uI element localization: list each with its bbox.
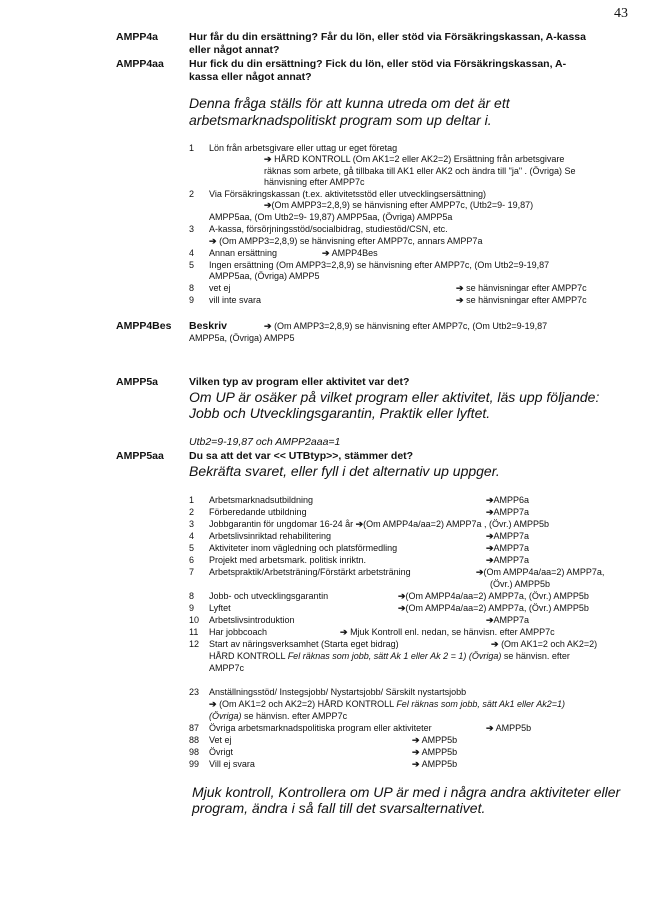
beskriv-label: Beskriv: [189, 320, 227, 332]
option-target: (Övr.) AMPP5b: [490, 579, 551, 589]
target-text: AMPP5b: [421, 735, 458, 745]
option-note: AMPP7c: [209, 663, 245, 673]
note-text-italic: Fel räknas som jobb, sätt Ak 1 eller Ak 2 = 1) (Övriga): [287, 651, 502, 661]
option-label: vet ej: [209, 283, 231, 293]
option-number: 3: [189, 224, 195, 234]
option-label: AMPP5aa, (Övriga) AMPP5: [209, 271, 320, 281]
note-text: HÅRD KONTROLL: [209, 651, 288, 661]
question-ampp4aa-line1: Hur fick du din ersättning? Fick du lön, eller stöd via Försäkringskassan, A-: [189, 58, 567, 70]
target-text: (Om AMPP4a/aa=2) AMPP7a,: [483, 567, 605, 577]
option-number: 11: [189, 627, 199, 637]
arrow-icon: ➔: [412, 759, 420, 769]
option-target: [486, 555, 529, 567]
option-target: [322, 248, 378, 260]
option-number: 9: [189, 603, 195, 613]
option-target: [486, 723, 531, 735]
option-note: räknas som arbete, gå tillbaka till AK1 eller AK2 och ändra till "ja" . (Övriga) Se: [264, 166, 576, 176]
arrow-icon: ➔: [486, 507, 494, 517]
arrow-icon: ➔: [209, 236, 217, 246]
option-label: Projekt med arbetsmark. politisk inriktn.: [209, 555, 367, 565]
option-label: Lön från arbetsgivare eller uttag ur eget företag: [209, 143, 398, 153]
target-text: (Om AMPP4a/aa=2) AMPP7a , (Övr.) AMPP5b: [363, 519, 549, 529]
arrow-icon: ➔: [486, 555, 494, 565]
variable-code-ampp5aa: AMPP5aa: [116, 450, 164, 462]
option-target: [486, 495, 529, 507]
option-note: [209, 651, 570, 663]
note-text: (Om AMPP3=2,8,9) se hänvisning efter AMPP7c, annars AMPP7a: [219, 236, 483, 246]
arrow-icon: ➔: [340, 627, 348, 637]
option-number: 6: [189, 555, 195, 565]
option-label: A-kassa, försörjningsstöd/socialbidrag, studiestöd/CSN, etc.: [209, 224, 448, 234]
arrow-icon: ➔: [412, 735, 420, 745]
target-text: AMPP7a: [493, 531, 530, 541]
target-text: se hänvisningar efter AMPP7c: [466, 283, 587, 293]
option-number: 8: [189, 283, 195, 293]
option-number: 23: [189, 687, 200, 697]
option-number: 9: [189, 295, 195, 305]
condition-ampp5aa: Utb2=9-19,87 och AMPP2aaa=1: [189, 436, 341, 448]
option-label: Vet ej: [209, 735, 232, 745]
arrow-icon: ➔: [264, 154, 272, 164]
arrow-icon: ➔: [398, 603, 406, 613]
option-number: 2: [189, 507, 195, 517]
option-label: Förberedande utbildning: [209, 507, 307, 517]
note-text-italic: Fel räknas som jobb, sätt Ak1 eller Ak2=1): [396, 699, 565, 709]
option-number: 98: [189, 747, 200, 757]
option-label: Via Försäkringskassan (t.ex. aktivitetsstöd eller utvecklingsersättning): [209, 189, 486, 199]
arrow-icon: ➔: [486, 531, 494, 541]
option-number: 10: [189, 615, 200, 625]
option-number: 3: [189, 519, 195, 529]
option-target: [456, 295, 587, 307]
option-target: [476, 567, 604, 579]
note-text: se hänvisn. efter AMPP7c: [241, 711, 348, 721]
option-label: Start av näringsverksamhet (Starta eget bidrag): [209, 639, 399, 649]
target-text: AMPP6a: [493, 495, 530, 505]
arrow-icon: ➔: [491, 639, 499, 649]
option-label: Övriga arbetsmarknadspolitiska program eller aktiviteter: [209, 723, 432, 733]
option-number: 4: [189, 531, 195, 541]
option-target: [398, 591, 589, 603]
target-text: AMPP7a: [493, 615, 530, 625]
option-number: 5: [189, 543, 195, 553]
arrow-icon: ➔: [476, 567, 484, 577]
question-ampp5aa: Du sa att det var << UTBtyp>>, stämmer det?: [189, 450, 414, 462]
option-label: Vill ej svara: [209, 759, 255, 769]
instruction-line1: Denna fråga ställs för att kunna utreda om det är ett: [189, 95, 510, 111]
soft-control-line2: program, ändra i så fall till det svarsalternativet.: [192, 800, 486, 816]
soft-control-line1: Mjuk kontroll, Kontrollera om UP är med i några andra aktiviteter eller: [192, 784, 621, 800]
arrow-icon: ➔: [209, 699, 217, 709]
target-text: AMPP7a: [493, 555, 530, 565]
target-text: AMPP5b: [421, 747, 458, 757]
option-number: 1: [189, 143, 195, 153]
target-text: (Om AMPP4a/aa=2) AMPP7a, (Övr.) AMPP5b: [405, 591, 589, 601]
option-target: [412, 759, 457, 771]
arrow-icon: ➔: [486, 543, 494, 553]
instruction-ampp5aa: Bekräfta svaret, eller fyll i det alternativ up uppger.: [189, 463, 500, 479]
variable-code-ampp4aa: AMPP4aa: [116, 58, 164, 70]
target-text: AMPP7a: [493, 507, 530, 517]
beskriv-note: [264, 321, 547, 333]
option-number: 5: [189, 260, 195, 270]
variable-code-ampp5a: AMPP5a: [116, 376, 159, 388]
option-label: Jobb- och utvecklingsgarantin: [209, 591, 329, 601]
option-note: [264, 200, 533, 212]
arrow-icon: ➔: [456, 295, 464, 305]
option-number: 87: [189, 723, 200, 733]
option-target: [398, 603, 589, 615]
arrow-icon: ➔: [264, 321, 272, 331]
option-note: [209, 236, 482, 248]
arrow-icon: ➔: [486, 615, 494, 625]
note-text: se hänvisn. efter: [501, 651, 570, 661]
beskriv-note: AMPP5a, (Övriga) AMPP5: [189, 333, 295, 343]
option-label: Lyftet: [209, 603, 231, 613]
option-number: 1: [189, 495, 195, 505]
arrow-icon: ➔: [322, 248, 330, 258]
option-target: [486, 531, 529, 543]
target-text: (Om AMPP4a/aa=2) AMPP7a, (Övr.) AMPP5b: [405, 603, 589, 613]
instruction-line2: arbetsmarknadspolitiskt program som up deltar i.: [189, 112, 492, 128]
target-text: se hänvisningar efter AMPP7c: [466, 295, 587, 305]
option-note: [264, 154, 564, 166]
page-number: 43: [614, 6, 628, 21]
note-text-italic: (Övriga): [209, 711, 242, 721]
option-target: [340, 627, 555, 639]
instruction-ampp5a-line1: Om UP är osäker på vilket program eller aktivitet, läs upp följande:: [189, 389, 600, 405]
option-label: Ingen ersättning (Om AMPP3=2,8,9) se hänvisning efter AMPP7c, (Om Utb2=9-19,87: [209, 260, 550, 270]
question-ampp4a-line2: eller något annat?: [189, 44, 280, 56]
option-label: Arbetsmarknadsutbildning: [209, 495, 314, 505]
target-text: Mjuk Kontroll enl. nedan, se hänvisn. efter AMPP7c: [350, 627, 555, 637]
option-target: [486, 543, 529, 555]
option-number: 7: [189, 567, 195, 577]
question-ampp4a-line1: Hur får du din ersättning? Får du lön, eller stöd via Försäkringskassan, A-kassa: [189, 31, 586, 43]
option-label: [209, 519, 549, 531]
target-text: AMPP4Bes: [331, 248, 378, 258]
option-target: [491, 639, 597, 651]
option-label: Arbetslivsintroduktion: [209, 615, 295, 625]
note-text: (Om AMPP3=2,8,9) se hänvisning efter AMPP7c, (Utb2=9- 19,87): [271, 200, 534, 210]
arrow-icon: ➔: [456, 283, 464, 293]
arrow-icon: ➔: [355, 519, 364, 529]
variable-code-ampp4a: AMPP4a: [116, 31, 159, 43]
option-label: Har jobbcoach: [209, 627, 268, 637]
target-text: AMPP5b: [495, 723, 532, 733]
target-text: AMPP7a: [493, 543, 530, 553]
variable-code-ampp4bes: AMPP4Bes: [116, 320, 172, 332]
question-ampp4aa-line2: kassa eller något annat?: [189, 71, 312, 83]
option-label: Annan ersättning: [209, 248, 278, 258]
target-text: (Om AK1=2 och AK2=2): [501, 639, 598, 649]
option-number: 4: [189, 248, 195, 258]
question-ampp5a: Vilken typ av program eller aktivitet var det?: [189, 376, 410, 388]
arrow-icon: ➔: [486, 723, 494, 733]
option-label: Övrigt: [209, 747, 234, 757]
option-note: [209, 699, 565, 711]
arrow-icon: ➔: [264, 200, 272, 210]
option-note: [209, 711, 347, 723]
instruction-ampp5a-line2: Jobb och Utvecklingsgarantin, Praktik eller lyftet.: [189, 405, 491, 421]
note-text: HÅRD KONTROLL (Om AK1=2 eller AK2=2) Ersättning från arbetsgivare: [274, 154, 565, 164]
option-number: 88: [189, 735, 200, 745]
option-number: 12: [189, 639, 200, 649]
option-target: [486, 507, 529, 519]
option-label: Anställningsstöd/ Instegsjobb/ Nystartsjobb/ Särskilt nystartsjobb: [209, 687, 467, 697]
option-label: Arbetslivsinriktad rehabilitering: [209, 531, 332, 541]
target-text: AMPP5b: [421, 759, 458, 769]
option-note: AMPP5aa, (Om Utb2=9- 19,87) AMPP5aa, (Övriga) AMPP5a: [209, 212, 453, 222]
option-note: hänvisning efter AMPP7c: [264, 177, 365, 187]
note-text: (Om AMPP3=2,8,9) se hänvisning efter AMPP7c, (Om Utb2=9-19,87: [274, 321, 548, 331]
option-number: 99: [189, 759, 200, 769]
option-number: 8: [189, 591, 195, 601]
arrow-icon: ➔: [486, 495, 494, 505]
option-label: vill inte svara: [209, 295, 262, 305]
option-target: [456, 283, 587, 295]
option-target: [412, 747, 457, 759]
arrow-icon: ➔: [412, 747, 420, 757]
arrow-icon: ➔: [398, 591, 406, 601]
label-text: Jobbgarantin för ungdomar 16-24 år: [209, 519, 354, 529]
option-number: 2: [189, 189, 195, 199]
option-target: [412, 735, 457, 747]
note-text: (Om AK1=2 och AK2=2) HÅRD KONTROLL: [219, 699, 397, 709]
option-label: Aktiviteter inom vägledning och platsförmedling: [209, 543, 398, 553]
option-label: Arbetspraktik/Arbetsträning/Förstärkt arbetsträning: [209, 567, 411, 577]
option-target: [486, 615, 529, 627]
